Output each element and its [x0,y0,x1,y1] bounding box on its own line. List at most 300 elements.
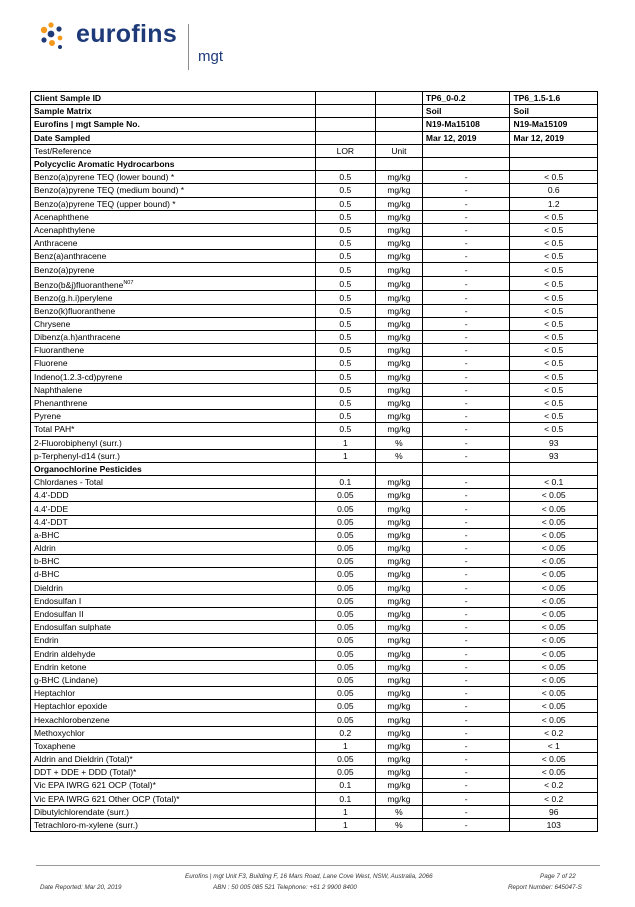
sample2-result: < 0.05 [510,766,598,779]
analyte-name-text: Benzo(b&j)fluoranthene [34,279,124,290]
unit-value: % [375,449,422,462]
unit-value: mg/kg [375,555,422,568]
analyte-name-text: Benzo(k)fluoranthene [34,305,116,316]
unit-value: mg/kg [375,792,422,805]
sample1-result: - [422,250,510,263]
analyte-name [31,779,316,792]
analyte-name-text: Chlordanes - Total [34,477,103,488]
analyte-name [31,607,316,620]
sample1-result: - [422,568,510,581]
analyte-name [31,370,316,383]
analyte-name [31,171,316,184]
analyte-name [31,581,316,594]
analyte-row [31,396,598,409]
analyte-name [31,423,316,436]
sample2-result: < 0.05 [510,528,598,541]
analyte-row [31,528,598,541]
section-blank-cell [375,157,422,170]
analyte-row [31,331,598,344]
unit-value: % [375,818,422,831]
analyte-name-text: b-BHC [34,556,60,567]
analyte-name [31,344,316,357]
analyte-name [31,647,316,660]
header-row [31,105,598,118]
test-reference-label: Test/Reference [31,144,316,157]
analyte-name [31,739,316,752]
unit-value: mg/kg [375,528,422,541]
header-label: Eurofins | mgt Sample No. [31,118,316,131]
sample2-result: 96 [510,805,598,818]
analyte-name [31,621,316,634]
lor-value: 0.5 [315,223,375,236]
analyte-name-text: Dibutylchlorendate (surr.) [34,806,129,817]
sample1-result: - [422,476,510,489]
analyte-name [31,357,316,370]
lor-value: 0.5 [315,370,375,383]
lor-value: 1 [315,449,375,462]
unit-value: mg/kg [375,383,422,396]
sample2-result: < 0.05 [510,660,598,673]
lor-label: LOR [315,144,375,157]
header-lor-cell [315,92,375,105]
analyte-name-text: Vic EPA IWRG 621 OCP (Total)* [34,780,156,791]
analyte-row [31,515,598,528]
sample1-result: - [422,660,510,673]
header-lor-cell [315,118,375,131]
sample2-result: < 0.5 [510,357,598,370]
analyte-name [31,210,316,223]
analyte-row [31,344,598,357]
analyte-name-text: Benzo(a)pyrene TEQ (medium bound) * [34,185,185,196]
sample2-result: 103 [510,818,598,831]
lor-value: 0.1 [315,476,375,489]
analyte-row [31,766,598,779]
analyte-name-text: g-BHC (Lindane) [34,674,98,685]
section-header-row [31,462,598,475]
analyte-name [31,304,316,317]
unit-value: mg/kg [375,489,422,502]
analyte-name [31,673,316,686]
lor-value: 0.05 [315,713,375,726]
analyte-name-text: Methoxychlor [34,727,85,738]
sample1-result: - [422,263,510,276]
section-blank-cell [315,157,375,170]
sample2-result: < 0.5 [510,304,598,317]
analyte-name [31,713,316,726]
unit-value: mg/kg [375,542,422,555]
analyte-row [31,700,598,713]
lor-value: 0.05 [315,673,375,686]
sample1-result: - [422,647,510,660]
lor-value: 0.5 [315,237,375,250]
sample2-result: < 0.05 [510,634,598,647]
lor-value: 0.5 [315,210,375,223]
unit-value: mg/kg [375,581,422,594]
sample2-result: < 0.05 [510,753,598,766]
lor-value: 0.5 [315,276,375,291]
footer-address: Eurofins | mgt Unit F3, Building F, 16 Mars Road, Lane Cove West, NSW, Australia, 2066 [185,873,433,880]
sample2-result: < 0.05 [510,700,598,713]
sample1-result: - [422,291,510,304]
analyte-name-text: Aldrin [34,543,56,554]
analyte-name [31,237,316,250]
analyte-row [31,634,598,647]
sample2-result: < 0.2 [510,726,598,739]
sample2-result: < 0.5 [510,263,598,276]
sample1-header-value: N19-Ma15108 [422,118,510,131]
sample1-result: - [422,779,510,792]
analyte-row [31,594,598,607]
unit-value: mg/kg [375,700,422,713]
lor-value: 0.5 [315,304,375,317]
sample2-result: < 0.2 [510,792,598,805]
lor-value: 0.05 [315,542,375,555]
sample1-result: - [422,396,510,409]
lor-value: 0.5 [315,184,375,197]
sample2-result: < 0.05 [510,713,598,726]
analyte-name [31,489,316,502]
sample2-header-value: N19-Ma15109 [510,118,598,131]
sample2-result: < 0.2 [510,779,598,792]
unit-value: % [375,805,422,818]
analyte-name [31,410,316,423]
lor-value: 0.5 [315,344,375,357]
sample2-result: < 0.05 [510,581,598,594]
sample2-result: < 0.05 [510,607,598,620]
unit-value: mg/kg [375,687,422,700]
analyte-row [31,502,598,515]
eurofins-logo [38,16,238,72]
analyte-name-text: Chrysene [34,318,71,329]
unit-value: mg/kg [375,673,422,686]
analyte-name-text: Tetrachloro-m-xylene (surr.) [34,820,138,831]
analyte-name-text: Indeno(1.2.3-cd)pyrene [34,371,123,382]
sample1-column-blank [422,144,510,157]
sample2-result: < 0.5 [510,276,598,291]
sample2-result: < 0.05 [510,502,598,515]
analyte-name [31,502,316,515]
analyte-row [31,647,598,660]
analyte-row [31,171,598,184]
sample2-header-value: Mar 12, 2019 [510,131,598,144]
section-title: Polycyclic Aromatic Hydrocarbons [31,157,316,170]
sample1-result: - [422,423,510,436]
sample2-result: < 0.05 [510,568,598,581]
analyte-name-text: Benzo(a)pyrene TEQ (upper bound) * [34,198,176,209]
lor-value: 0.5 [315,317,375,330]
lor-value: 1 [315,436,375,449]
section-blank-cell [510,157,598,170]
analyte-name [31,250,316,263]
analyte-row [31,476,598,489]
sample1-result: - [422,792,510,805]
analyte-name [31,291,316,304]
analyte-name-text: Toxaphene [34,740,76,751]
unit-value: mg/kg [375,766,422,779]
sample2-result: 93 [510,436,598,449]
analyte-name-text: Endrin aldehyde [34,648,96,659]
unit-value: mg/kg [375,739,422,752]
lor-value: 0.5 [315,250,375,263]
sample1-result: - [422,210,510,223]
lor-value: 0.05 [315,502,375,515]
analyte-row [31,607,598,620]
sample1-result: - [422,713,510,726]
analyte-row [31,423,598,436]
unit-value: mg/kg [375,410,422,423]
unit-value: mg/kg [375,621,422,634]
lor-value: 0.1 [315,792,375,805]
analyte-name [31,184,316,197]
unit-value: mg/kg [375,317,422,330]
analyte-row [31,449,598,462]
lor-value: 0.05 [315,687,375,700]
analyte-row [31,291,598,304]
analyte-row [31,779,598,792]
sample1-result: - [422,344,510,357]
brand-name: eurofins [76,20,178,48]
sample1-result: - [422,673,510,686]
analyte-name-text: Endosulfan sulphate [34,622,112,633]
sample1-result: - [422,594,510,607]
analyte-row [31,410,598,423]
sample1-result: - [422,515,510,528]
header-unit-cell [375,105,422,118]
analyte-name [31,594,316,607]
analyte-name [31,792,316,805]
analyte-row [31,489,598,502]
sample1-result: - [422,317,510,330]
section-title: Organochlorine Pesticides [31,462,316,475]
analyte-name [31,276,316,291]
lor-value: 0.5 [315,383,375,396]
analyte-row [31,805,598,818]
analyte-name-text: Acenaphthene [34,211,89,222]
analyte-name [31,383,316,396]
sample2-result: < 0.05 [510,489,598,502]
analyte-row [31,726,598,739]
sample2-header-value: TP6_1.5-1.6 [510,92,598,105]
brand-sub: mgt [198,48,224,65]
analyte-name [31,317,316,330]
sample1-result: - [422,223,510,236]
lor-value: 0.05 [315,607,375,620]
sample1-result: - [422,607,510,620]
unit-value: mg/kg [375,250,422,263]
unit-value: mg/kg [375,396,422,409]
lor-value: 0.5 [315,423,375,436]
analyte-name-text: d-BHC [34,569,60,580]
sample2-result: < 0.5 [510,370,598,383]
sample2-result: < 0.05 [510,542,598,555]
unit-value: mg/kg [375,423,422,436]
lor-value: 0.05 [315,594,375,607]
lor-value: 0.05 [315,766,375,779]
footer-page: Page 7 of 22 [540,873,576,880]
sample1-result: - [422,171,510,184]
lor-value: 0.5 [315,263,375,276]
unit-value: mg/kg [375,263,422,276]
analyte-row [31,753,598,766]
unit-value: % [375,436,422,449]
sample1-result: - [422,621,510,634]
sample2-result: < 0.05 [510,647,598,660]
sample2-result: < 0.5 [510,344,598,357]
lor-value: 0.05 [315,489,375,502]
header-unit-cell [375,92,422,105]
analyte-row [31,687,598,700]
analyte-row [31,581,598,594]
unit-value: mg/kg [375,779,422,792]
lor-value: 0.05 [315,647,375,660]
analyte-row [31,555,598,568]
unit-value: mg/kg [375,370,422,383]
analyte-name [31,555,316,568]
analyte-note: N07 [123,279,134,286]
unit-value: mg/kg [375,223,422,236]
analyte-name [31,436,316,449]
section-blank-cell [422,462,510,475]
sample2-result: < 0.5 [510,317,598,330]
sample1-result: - [422,502,510,515]
analyte-name [31,263,316,276]
lor-value: 0.5 [315,396,375,409]
lor-value: 0.5 [315,357,375,370]
sample2-column-blank [510,144,598,157]
analyte-name [31,476,316,489]
unit-value: mg/kg [375,184,422,197]
analyte-row [31,818,598,831]
analyte-name-text: Endrin ketone [34,661,87,672]
lor-value: 0.5 [315,197,375,210]
analyte-name [31,818,316,831]
analyte-name [31,766,316,779]
analyte-row [31,660,598,673]
section-blank-cell [510,462,598,475]
analyte-name-text: Heptachlor [34,688,76,699]
header-row [31,92,598,105]
lor-value: 0.05 [315,555,375,568]
lor-value: 0.5 [315,291,375,304]
section-blank-cell [375,462,422,475]
lor-value: 0.05 [315,700,375,713]
unit-value: mg/kg [375,357,422,370]
analyte-name-text: Benzo(a)pyrene TEQ (lower bound) * [34,172,175,183]
sample2-result: < 0.05 [510,515,598,528]
sample2-result: < 0.05 [510,673,598,686]
analyte-row [31,357,598,370]
header-label: Date Sampled [31,131,316,144]
sample1-result: - [422,489,510,502]
sample2-result: < 0.05 [510,621,598,634]
analyte-name-text: Heptachlor epoxide [34,701,108,712]
analyte-name [31,726,316,739]
sample1-result: - [422,700,510,713]
sample2-result: < 0.5 [510,410,598,423]
header-lor-cell [315,105,375,118]
analyte-name-text: Benzo(g.h.i)perylene [34,292,113,303]
section-blank-cell [315,462,375,475]
sample2-result: < 0.5 [510,210,598,223]
sample1-result: - [422,331,510,344]
analyte-name [31,753,316,766]
lor-value: 0.05 [315,621,375,634]
results-table [30,91,598,832]
sample2-result: < 0.5 [510,250,598,263]
unit-value: mg/kg [375,344,422,357]
analyte-row [31,383,598,396]
analyte-row [31,210,598,223]
footer-report-number: Report Number: 645047-S [508,884,582,891]
analyte-row [31,542,598,555]
analyte-name [31,634,316,647]
unit-label: Unit [375,144,422,157]
analyte-row [31,197,598,210]
lor-value: 0.2 [315,726,375,739]
sample1-result: - [422,276,510,291]
unit-value: mg/kg [375,476,422,489]
analyte-name-text: a-BHC [34,529,60,540]
analyte-name-text: Vic EPA IWRG 621 Other OCP (Total)* [34,793,180,804]
sample1-result: - [422,383,510,396]
analyte-name-text: Hexachlorobenzene [34,714,110,725]
analyte-name [31,396,316,409]
analyte-name-text: Fluorene [34,358,68,369]
sample1-result: - [422,304,510,317]
analyte-name [31,223,316,236]
lor-value: 0.05 [315,634,375,647]
analyte-name [31,542,316,555]
lor-value: 0.1 [315,779,375,792]
lor-value: 0.5 [315,410,375,423]
analyte-row [31,370,598,383]
analyte-row [31,237,598,250]
sample2-result: < 0.5 [510,291,598,304]
section-header-row [31,157,598,170]
sample1-result: - [422,687,510,700]
analyte-name-text: Fluoranthene [34,345,85,356]
footer-abn: ABN : 50 005 085 521 Telephone: +61 2 9900 8400 [213,884,357,891]
sample1-header-value: Soil [422,105,510,118]
sample2-result: < 0.5 [510,171,598,184]
sample2-result: < 0.05 [510,594,598,607]
lor-value: 0.05 [315,753,375,766]
lor-value: 0.05 [315,660,375,673]
unit-value: mg/kg [375,634,422,647]
sample1-result: - [422,528,510,541]
unit-value: mg/kg [375,726,422,739]
header-lor-cell [315,131,375,144]
lor-value: 0.5 [315,171,375,184]
sample1-result: - [422,237,510,250]
analyte-row [31,673,598,686]
sample1-result: - [422,753,510,766]
results-body [31,92,598,832]
sample2-result: < 0.05 [510,687,598,700]
sample1-result: - [422,542,510,555]
unit-value: mg/kg [375,171,422,184]
section-blank-cell [422,157,510,170]
lor-value: 0.05 [315,528,375,541]
sample1-result: - [422,449,510,462]
sample2-header-value: Soil [510,105,598,118]
sample1-result: - [422,739,510,752]
unit-value: mg/kg [375,237,422,250]
sample2-result: 1.2 [510,197,598,210]
unit-value: mg/kg [375,607,422,620]
unit-value: mg/kg [375,291,422,304]
sample1-result: - [422,410,510,423]
